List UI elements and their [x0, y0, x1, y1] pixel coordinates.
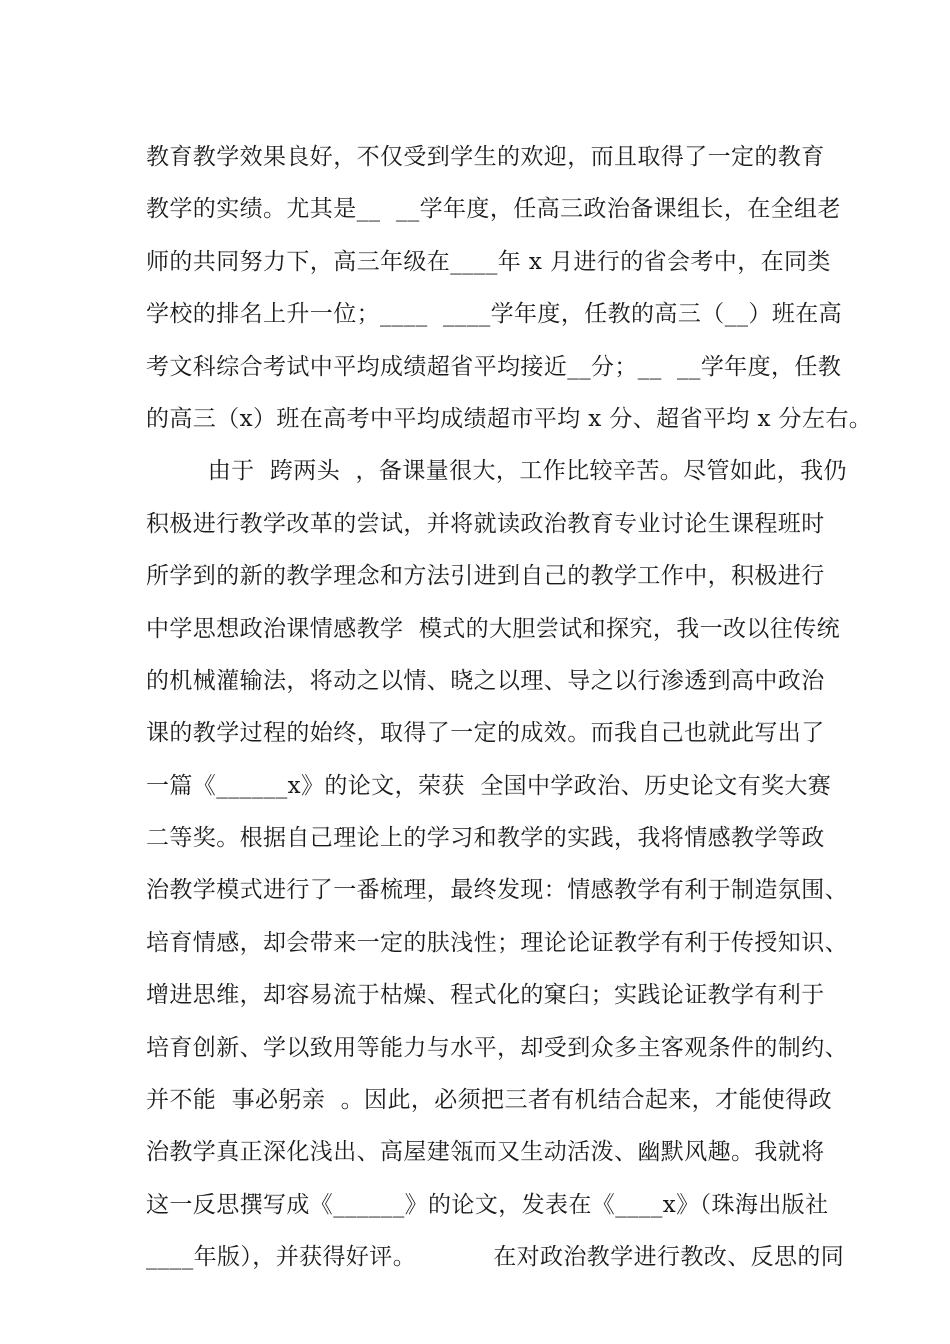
- text-line: 师的共同努力下，高三年级在____年 x 月进行的省会考中，在同类: [146, 248, 831, 275]
- text-line: 的高三（x）班在高考中平均成绩超市平均 x 分、超省平均 x 分左右。: [146, 405, 873, 432]
- text-line: 中学思想政治课情感教学 模式的大胆尝试和探究，我一改以往传统: [146, 615, 841, 642]
- text-line: 治教学模式进行了一番梳理，最终发现：情感教学有利于制造氛围、: [146, 877, 848, 904]
- text-line: 由于 跨两头 ，备课量很大，工作比较辛苦。尽管如此，我仍: [146, 458, 847, 485]
- text-line: 所学到的新的教学理念和方法引进到自己的教学工作中，积极进行: [146, 563, 825, 590]
- body-text: [146, 131, 873, 1284]
- text-line: 教学的实绩。尤其是__ __学年度，任高三政治备课组长，在全组老: [146, 196, 841, 223]
- text-line: 课的教学过程的始终，取得了一定的成效。而我自己也就此写出了: [146, 720, 825, 747]
- text-line: 培育创新、学以致用等能力与水平，却受到众多主客观条件的制约、: [146, 1034, 848, 1061]
- text-line: 学校的排名上升一位；____ ____学年度，任教的高三（__）班在高: [146, 301, 843, 328]
- text-line: 二等奖。根据自己理论上的学习和教学的实践，我将情感教学等政: [146, 825, 825, 852]
- text-line: 教育教学效果良好，不仅受到学生的欢迎，而且取得了一定的教育: [146, 144, 825, 170]
- text-line: 增进思维，却容易流于枯燥、程式化的窠臼；实践论证教学有利于: [146, 982, 825, 1009]
- text-line: 的机械灌输法，将动之以情、晓之以理、导之以行渗透到高中政治: [146, 667, 825, 694]
- text-line: ____年版），并获得好评。 在对政治教学进行教改、反思的同: [146, 1244, 845, 1271]
- text-line: 一篇《______x》的论文，荣获 全国中学政治、历史论文有奖大赛: [146, 772, 832, 799]
- text-line: 这一反思撰写成《______》的论文，发表在《____x》（珠海出版社: [146, 1191, 829, 1218]
- text-line: 考文科综合考试中平均成绩超省平均接近__分；__ __学年度，任教: [146, 353, 842, 380]
- text-line: 治教学真正深化浅出、高屋建瓴而又生动活泼、幽默风趣。我就将: [146, 1139, 825, 1166]
- text-line: 培育情感，却会带来一定的肤浅性；理论论证教学有利于传授知识、: [146, 929, 848, 956]
- text-line: 并不能 事必躬亲 。因此，必须把三者有机结合起来，才能使得政: [146, 1087, 833, 1114]
- text-line: 积极进行教学改革的尝试，并将就读政治教育专业讨论生课程班时: [146, 510, 825, 537]
